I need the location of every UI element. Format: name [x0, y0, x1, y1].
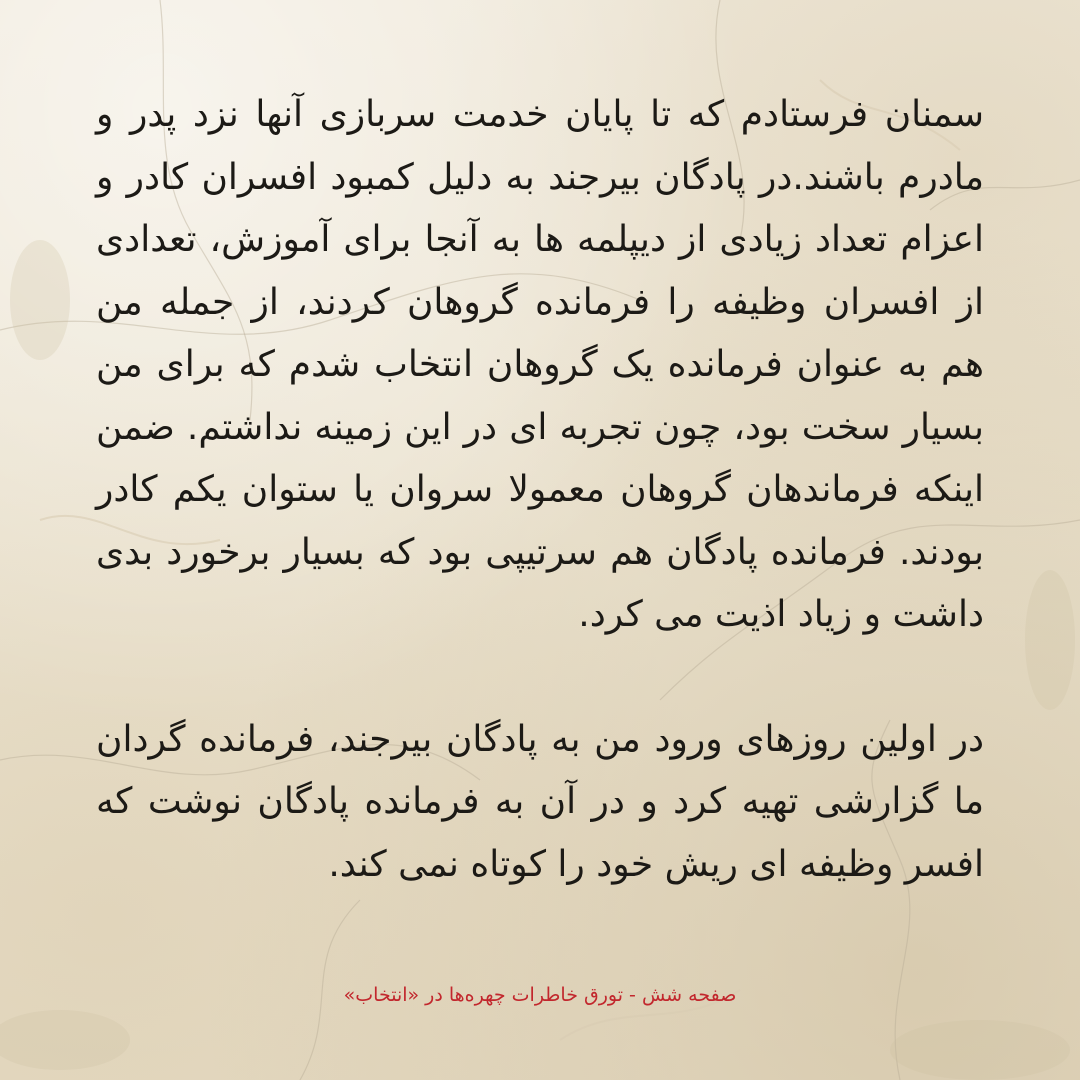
paragraph-2: در اولین روزهای ورود من به پادگان بیرجند، فرمانده گردان ما گزارشی تهیه کرد و در آن به فرمانده پادگان نوشت که افسر وظیفه ای ریش خود را کوتاه نمی کند. — [96, 718, 984, 885]
memoir-text — [96, 84, 984, 896]
paragraph-1: سمنان فرستادم که تا پایان خدمت سربازی آنها نزد پدر و مادرم باشند.در پادگان بیرجند به دلیل کمبود افسران کادر و اعزام تعداد زیادی از دیپلمه ها به آنجا برای آموزش، تعدادی از افسران وظیفه را فرمانده گروهان کردند، از جمله من هم به عنوان فرمانده یک گروهان انتخاب شدم که برای من بسیار سخت بود، چون تجربه ای در این زمینه نداشتم. ضمن اینکه فرماندهان گروهان معمولا سروان یا ستوان یکم کادر بودند. فرمانده پادگان هم سرتیپی بود که بسیار برخورد بدی داشت و زیاد اذیت می کرد. — [96, 94, 984, 635]
source-caption: صفحه شش - تورق خاطرات چهره‌ها در «انتخاب» — [343, 984, 737, 1006]
